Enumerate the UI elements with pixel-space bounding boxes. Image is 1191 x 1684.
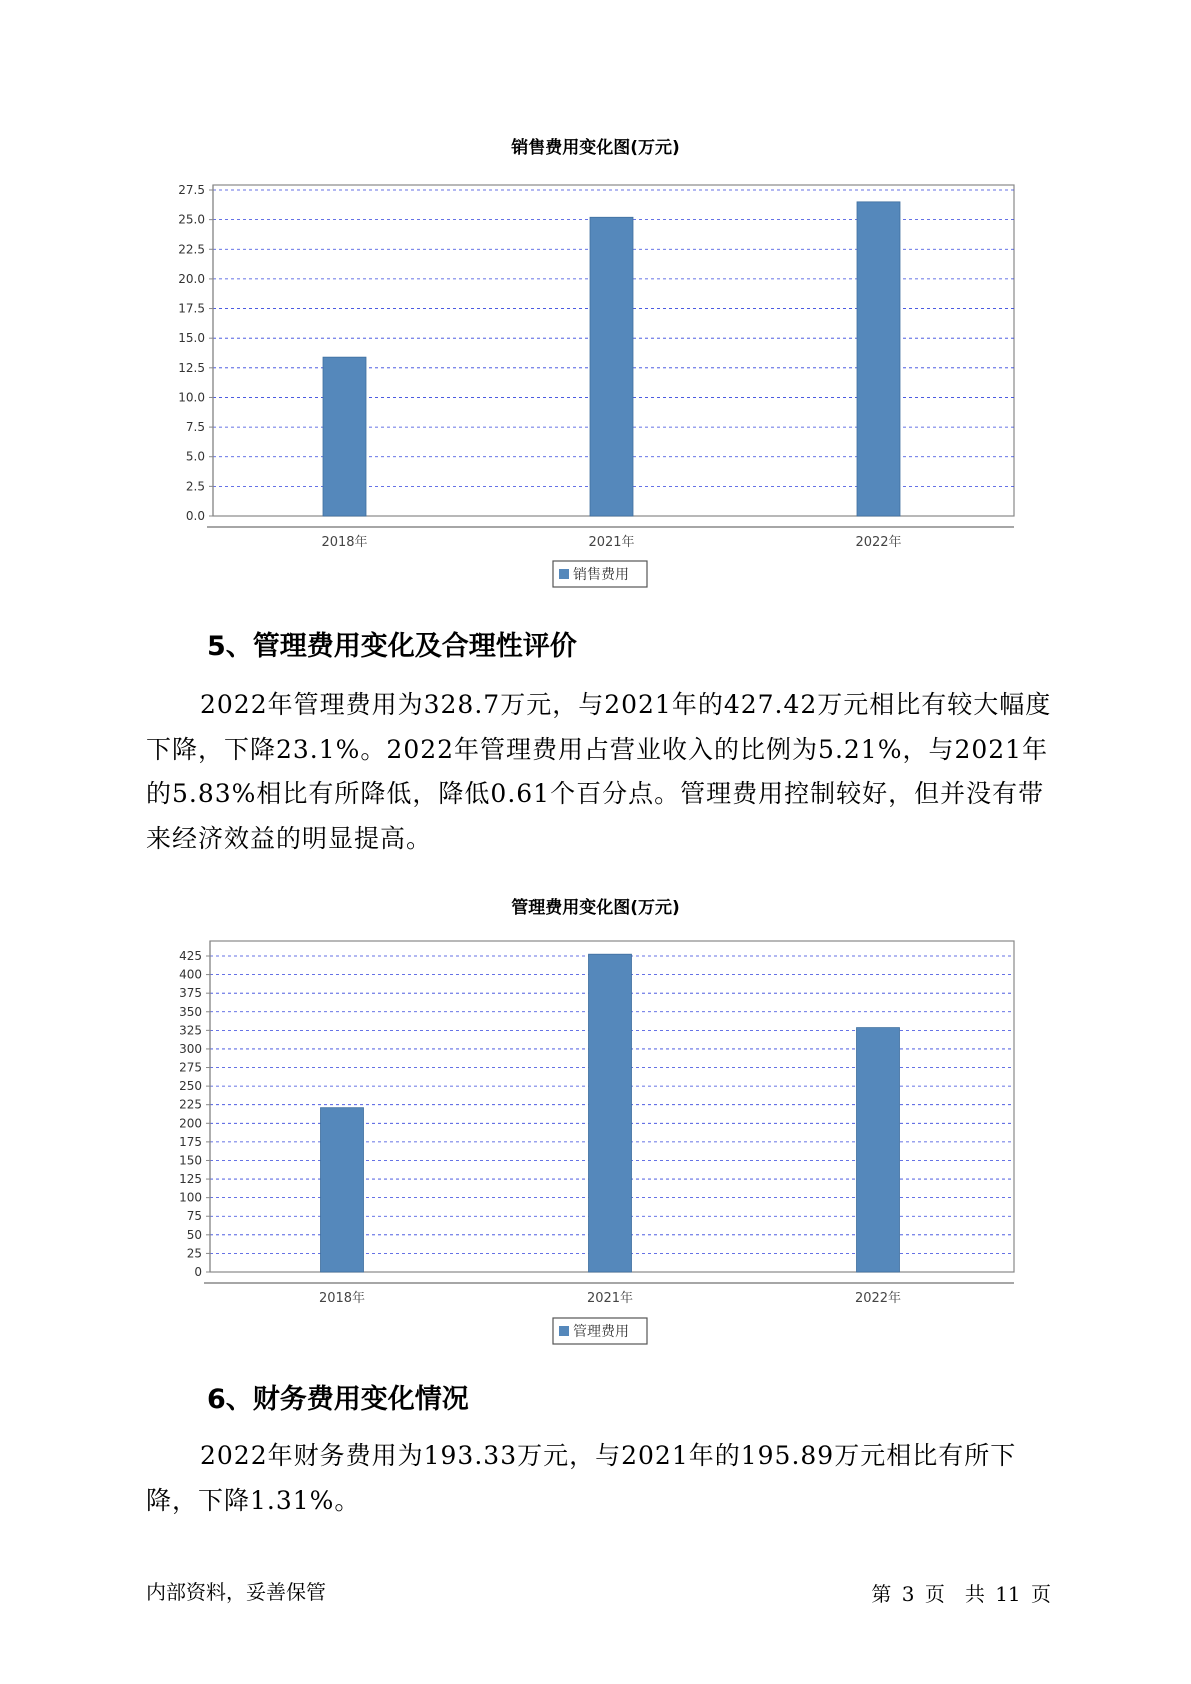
x-tick-label: 2021年 [588, 535, 635, 550]
section-5-paragraph: 2022年管理费用为328.7万元，与2021年的427.42万元相比有较大幅度下降，下降23.1%。2022年管理费用占营业收入的比例为5.21%，与2021年的5.83%相比有所降低，降低0.61个百分点。管理费用控制较好，但并没有带来经济效益的明显提高。 [146, 690, 1052, 853]
y-tick-label: 0 [194, 1265, 202, 1279]
y-tick-label: 425 [179, 949, 202, 963]
chart2-title: 管理费用变化图(万元) [511, 898, 680, 918]
x-tick-label: 2018年 [321, 535, 368, 550]
legend-label: 销售费用 [573, 567, 629, 583]
section-5-heading: 5、管理费用变化及合理性评价 [207, 631, 577, 662]
sales-expense-chart [0, 170, 1191, 610]
y-tick-label: 300 [179, 1041, 202, 1056]
section-6-heading: 6、财务费用变化情况 [207, 1384, 469, 1415]
y-tick-label: 275 [179, 1060, 202, 1075]
y-tick-label: 20.0 [178, 271, 205, 286]
section-6-paragraph: 2022年财务费用为193.33万元，与2021年的195.89万元相比有所下降，下降1.31%。 [146, 1441, 1017, 1515]
y-tick-label: 250 [179, 1079, 202, 1094]
y-tick-label: 75 [186, 1209, 202, 1224]
page-prefix: 第 [871, 1582, 892, 1606]
y-tick-label: 10.0 [178, 390, 205, 405]
legend-swatch [559, 569, 569, 579]
y-tick-label: 200 [179, 1116, 202, 1131]
y-tick-label: 325 [179, 1023, 202, 1038]
y-tick-label: 350 [179, 1004, 202, 1019]
y-tick-label: 17.5 [178, 301, 205, 316]
x-tick-label: 2021年 [586, 1291, 634, 1306]
x-tick-label: 2022年 [854, 1291, 902, 1306]
y-tick-label: 5.0 [185, 449, 205, 464]
admin-expense-chart [0, 928, 1191, 1348]
y-tick-label: 15.0 [178, 331, 205, 346]
bar [323, 357, 366, 516]
y-tick-label: 125 [179, 1172, 202, 1187]
footer-confidential-note: 内部资料，妥善保管 [146, 1580, 326, 1604]
y-tick-label: 225 [179, 1097, 202, 1112]
y-tick-label: 7.5 [185, 420, 205, 435]
y-tick-label: 12.5 [178, 360, 205, 375]
bar [589, 954, 632, 1272]
chart1-title: 销售费用变化图(万元) [511, 138, 680, 158]
y-tick-label: 27.5 [178, 183, 205, 197]
x-tick-label: 2018年 [318, 1291, 366, 1306]
footer-page-number [867, 1578, 1051, 1607]
y-tick-label: 2.5 [185, 479, 205, 494]
bar [857, 202, 900, 516]
y-tick-label: 375 [179, 986, 202, 1001]
y-tick-label: 100 [179, 1190, 202, 1205]
page-current: 3 [901, 1582, 915, 1606]
legend-label: 管理费用 [573, 1324, 629, 1340]
y-tick-label: 150 [179, 1153, 202, 1168]
bar [857, 1028, 900, 1272]
page-total: 11 [995, 1582, 1021, 1606]
y-tick-label: 50 [186, 1227, 202, 1242]
page-suffix: 页 [1031, 1582, 1051, 1606]
page-mid: 页 共 [924, 1582, 985, 1606]
y-tick-label: 25 [186, 1246, 202, 1261]
y-tick-label: 400 [179, 967, 202, 982]
y-tick-label: 0.0 [185, 509, 205, 523]
y-tick-label: 25.0 [178, 212, 205, 227]
y-tick-label: 175 [179, 1134, 202, 1149]
legend-swatch [559, 1326, 569, 1336]
bar [321, 1108, 364, 1272]
bar [590, 217, 633, 516]
x-tick-label: 2022年 [855, 535, 902, 550]
y-tick-label: 22.5 [178, 242, 205, 257]
